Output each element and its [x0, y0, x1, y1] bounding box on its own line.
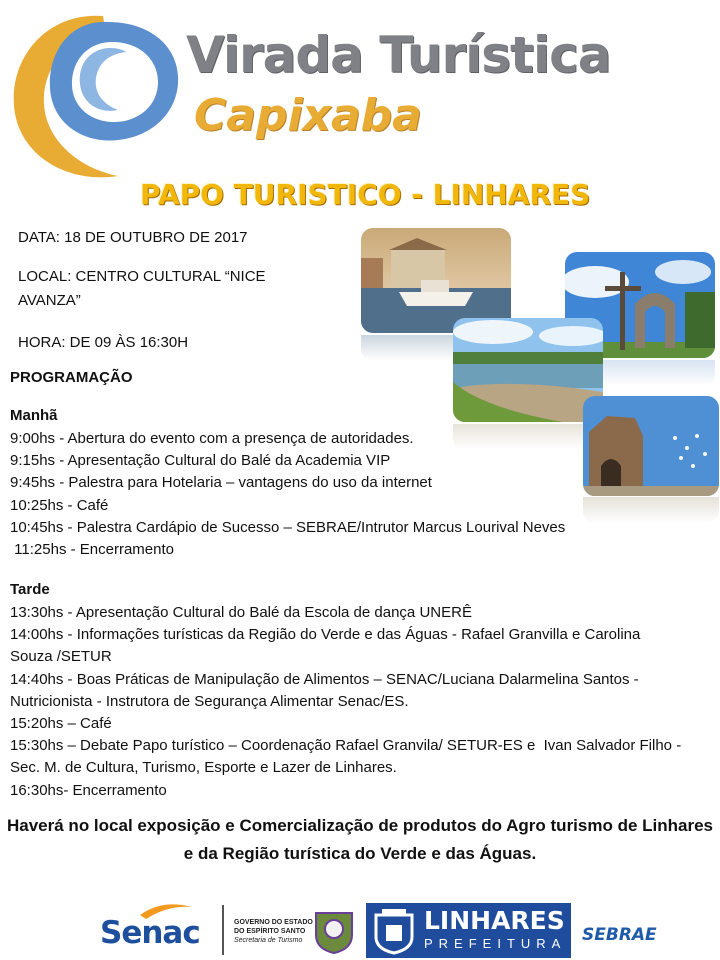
list-item: 14:00hs - Informações turísticas da Região do Verde e das Águas - Rafael Granvilla e Carolina Souza /SETUR	[10, 626, 645, 666]
page-title: Virada Turística	[186, 26, 611, 84]
list-item: 9:45hs - Palestra para Hotelaria – vantagens do uso da internet	[10, 474, 432, 492]
afternoon-schedule	[10, 602, 710, 802]
lake-photo	[453, 318, 603, 422]
event-title: PAPO TURISTICO - LINHARES	[140, 178, 591, 211]
event-location: LOCAL: CENTRO CULTURAL “NICE AVANZA”	[18, 268, 266, 309]
afternoon-heading: Tarde	[10, 581, 50, 598]
event-time: HORA: DE 09 ÀS 16:30H	[18, 334, 189, 351]
morning-heading: Manhã	[10, 407, 58, 424]
list-item: 16:30hs- Encerramento	[10, 781, 167, 799]
sponsor-logos	[0, 893, 720, 960]
program-heading: PROGRAMAÇÃO	[10, 369, 133, 386]
list-item: 9:15hs - Apresentação Cultural do Balé da Academia VIP	[10, 452, 391, 470]
logo-divider	[222, 905, 224, 955]
morning-schedule	[10, 428, 715, 561]
state-coat-of-arms-icon	[312, 907, 356, 955]
linhares-logo: LINHARES PREFEITURA	[366, 903, 571, 958]
event-date: DATA: 18 DE OUTUBRO DE 2017	[18, 229, 248, 246]
exhibition-note: Haverá no local exposição e Comercialização de produtos do Agro turismo de Linhares e da Região turística do Verde e das Águas.	[7, 816, 713, 863]
list-item: 9:00hs - Abertura do evento com a presença de autoridades.	[10, 430, 414, 447]
list-item: 10:45hs - Palestra Cardápio de Sucesso – SEBRAE/Intrutor Marcus Lourival Neves	[10, 518, 566, 536]
linhares-crest-icon	[372, 907, 416, 955]
list-item: 13:30hs - Apresentação Cultural do Balé da Escola de dança UNERÊ	[10, 604, 472, 621]
list-item: 10:25hs - Café	[10, 496, 109, 514]
page-subtitle: Capixaba	[194, 90, 422, 141]
senac-logo: Senac	[100, 915, 200, 951]
government-logo-text: GOVERNO DO ESTADO DO ESPÍRITO SANTO Secretaria de Turismo	[234, 919, 313, 944]
list-item: 11:25hs - Encerramento	[10, 541, 174, 559]
list-item: 14:40hs - Boas Práticas de Manipulação de Alimentos – SENAC/Luciana Dalarmelina Santos - Nutricionista - Instrutora de Segurança Alimentar Senac/ES.	[10, 670, 643, 710]
sebrae-logo: SEBRAE	[582, 925, 657, 945]
list-item: 15:20hs – Café	[10, 715, 112, 733]
swirl-logo-icon	[8, 8, 190, 184]
list-item: 15:30hs – Debate Papo turístico – Coordenação Rafael Granvila/ SETUR-ES e Ivan Salvador Filho - Sec. M. de Cultura, Turismo, Esporte e Lazer de Linhares.	[10, 737, 686, 777]
